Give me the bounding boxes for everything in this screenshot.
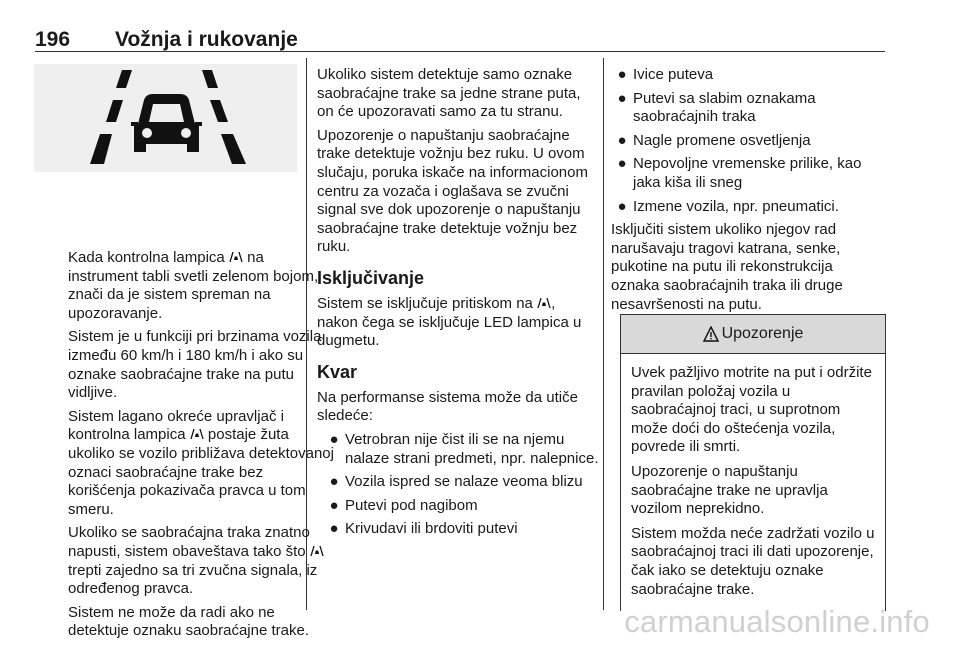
paragraph: Sistem možda neće zadržati vozilo u saobraćajnoj traci ili dati upozorenje, čak iako se detektuju oznake saobraćajne trake. bbox=[631, 524, 875, 598]
list-item: ● Vetrobran nije čist ili se na njemu nalaze strani predmeti, npr. nalepnice. bbox=[329, 430, 599, 467]
section-heading: Isključivanje bbox=[317, 267, 425, 288]
list-item: ● Izmene vozila, npr. pneumatici. bbox=[617, 197, 839, 215]
paragraph: Sistem se isključuje pritiskom na , nakon čega se isključuje LED lampica u dugmetu. bbox=[317, 294, 582, 350]
paragraph: Upozorenje o napuštanju saobraćajne trake detektuje vožnju bez ruku. U ovom slučaju, poruka iskače na informacionom centru za vozača i oglašava se zvučni signal sve dok upozorenje o napuštanju saobraćajne trake detektuje vožnju bez ruku. bbox=[317, 126, 588, 256]
list-item: ● Ivice puteva bbox=[617, 66, 714, 83]
lane-assist-icon bbox=[229, 251, 243, 263]
column-2 bbox=[317, 66, 599, 544]
list-item: ● Krivudavi ili brdoviti putevi bbox=[329, 520, 518, 538]
paragraph: Ukoliko sistem detektuje samo oznake saobraćajne trake sa jedne strane puta, on će upozoravati samo za tu stranu. bbox=[317, 66, 581, 121]
paragraph: Upozorenje o napuštanju saobraćajne trake ne upravlja vozilom neprekidno. bbox=[631, 462, 828, 518]
paragraph: Kada kontrolna lampica na instrument tabli svetli zelenom bojom, znači da je sistem spreman na upozoravanje. bbox=[68, 249, 319, 322]
paragraph: Ukoliko se saobraćajna traka znatno napusti, sistem obaveštava tako što trepti zajedno sa tri zvučna signala, iz određenog pravca. bbox=[68, 524, 334, 598]
warning-title: Upozorenje bbox=[721, 325, 804, 342]
lane-assist-illustration bbox=[34, 64, 297, 172]
lane-assist-icon bbox=[190, 428, 204, 440]
paragraph: Na performanse sistema može da utiče sledeće: bbox=[317, 388, 578, 425]
warning-triangle-icon bbox=[703, 326, 719, 342]
warning-header bbox=[621, 315, 885, 354]
list-item: ● Nepovoljne vremenske prilike, kao jaka kiša ili sneg bbox=[617, 155, 862, 191]
lane-departure-icon bbox=[34, 64, 297, 172]
warning-box bbox=[620, 314, 886, 611]
list-item: ● Putevi sa slabim oznakama saobraćajnih traka bbox=[617, 89, 816, 126]
section-heading: Kvar bbox=[317, 361, 358, 382]
chapter-title: Vožnja i rukovanje bbox=[115, 28, 298, 51]
paragraph: Sistem ne može da radi ako ne detektuje oznaku saobraćajne trake. bbox=[68, 603, 309, 640]
list-item: ● Vozila ispred se nalaze veoma blizu bbox=[329, 473, 583, 491]
lane-assist-icon bbox=[537, 297, 551, 309]
column-3 bbox=[611, 66, 885, 319]
paragraph: Sistem je u funkciji pri brzinama vozila između 60 km/h i 180 km/h i ako su oznake saobraćajne trake na putu vidljive. bbox=[68, 328, 322, 402]
paragraph: Isključiti sistem ukoliko njegov rad narušavaju tragovi katrana, senke, pukotine na putu ili rekonstrukcija oznaka saobraćajnih traka ili druge nesavršenosti na putu. bbox=[611, 221, 843, 313]
list-item: ● Putevi pod nagibom bbox=[329, 496, 478, 514]
page-number: 196 bbox=[35, 28, 71, 51]
paragraph: Sistem lagano okreće upravljač i kontrolna lampica postaje žuta ukoliko se vozilo približava detektovanoj oznaci saobraćajne trake bez korišćenja pokazivača pravca u tom smeru. bbox=[68, 407, 334, 518]
lane-assist-icon bbox=[310, 545, 324, 557]
watermark: carmanualsonline.info bbox=[624, 604, 930, 639]
header-rule bbox=[35, 51, 885, 52]
list-item: ● Nagle promene osvetljenja bbox=[617, 131, 811, 149]
column-divider bbox=[603, 58, 604, 610]
paragraph: Uvek pažljivo motrite na put i održite pravilan položaj vozila u saobraćajnoj traci, u suprotnom može doći do oštećenja vozila, povrede ili smrti. bbox=[631, 364, 872, 456]
